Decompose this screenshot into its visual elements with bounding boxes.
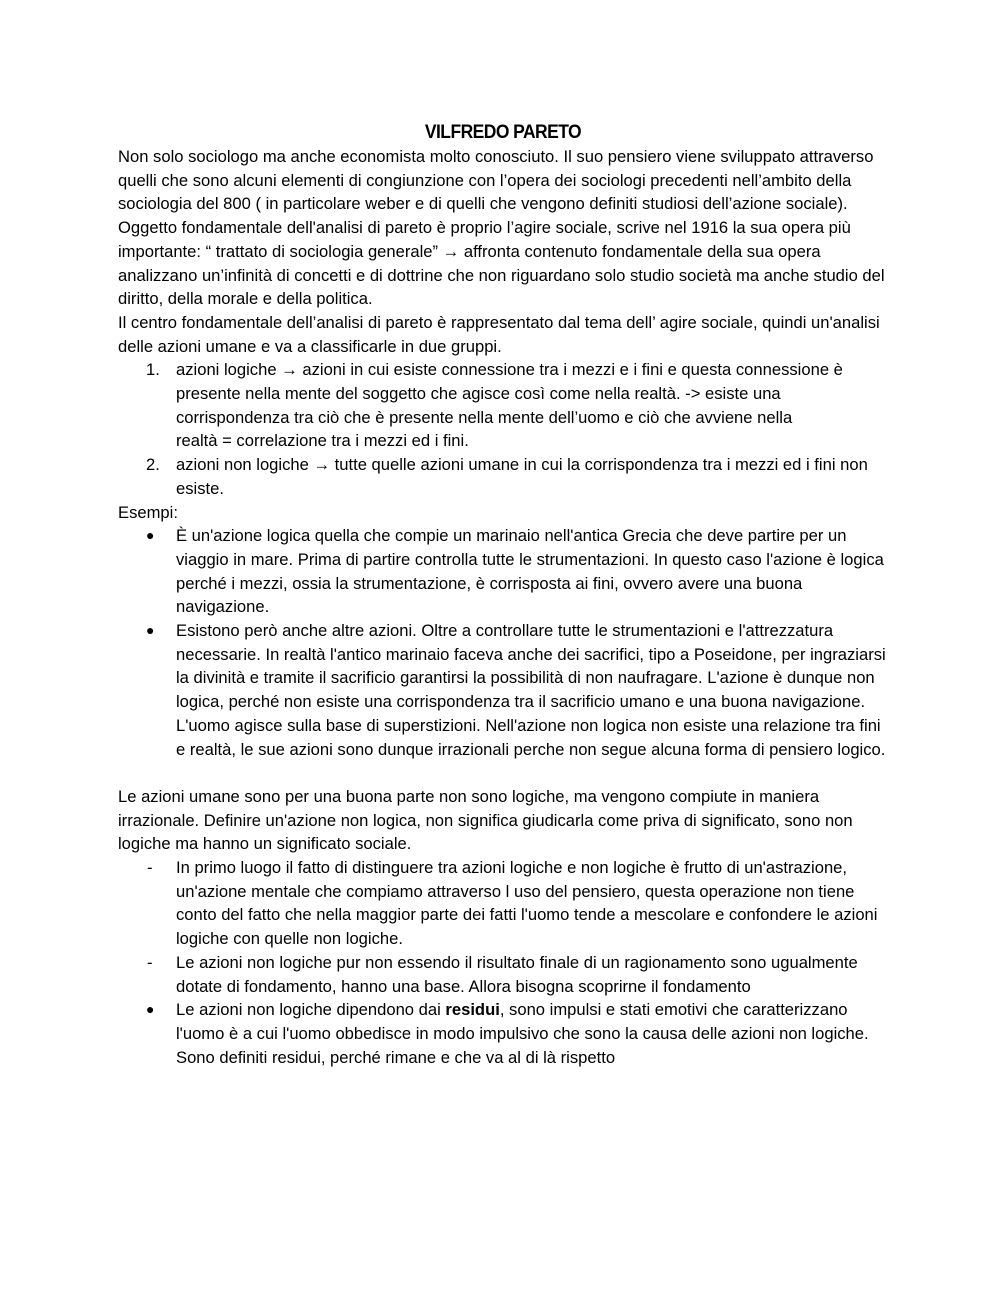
list-item-text: azioni non logiche → tutte quelle azioni umane in cui la corrispondenza tra i mezzi ed i fini non esiste. xyxy=(176,455,868,498)
list-item xyxy=(118,951,888,998)
list-item xyxy=(118,856,888,951)
paragraph-oggetto: Oggetto fondamentale dell'analisi di pareto è proprio l’agire sociale, scrive nel 1916 la sua opera più importante: “ trattato di sociologia generale” → affronta contenuto fondamentale della sua opera analizzano un’infinità di concetti e di dottrine che non riguardano solo studio società ma anche studio del diritto, della morale e della politica. xyxy=(118,218,885,309)
list-item-text-continued: realtà = correlazione tra i mezzi ed i fini. xyxy=(176,431,469,451)
examples-list xyxy=(118,524,888,761)
list-item-text-pre: Le azioni non logiche dipendono dai xyxy=(176,1000,446,1020)
list-item xyxy=(118,358,888,453)
list-marker: 1. xyxy=(146,360,160,380)
list-item xyxy=(118,524,888,619)
bold-term-residui: residui xyxy=(445,1000,500,1020)
list-item xyxy=(118,453,888,500)
list-item-text: azioni logiche → azioni in cui esiste connessione tra i mezzi e i fini e questa connessione è presente nella mente del soggetto che agisce così come nella realtà. -> esiste una corrispondenza tra ciò che è presente nella mente dell’uomo e ciò che avviene nella xyxy=(176,360,843,427)
final-list xyxy=(118,856,888,1069)
examples-label: Esempi: xyxy=(118,502,178,522)
list-item-text-post: , sono impulsi e stati emotivi che caratterizzano l'uomo è a cui l'uomo obbedisce in modo impulsivo che sono la causa delle azioni non logiche. Sono definiti residui, perché rimane e che va al di là rispetto xyxy=(176,1000,869,1067)
dash-marker: - xyxy=(147,952,153,972)
paragraph-intro: Non solo sociologo ma anche economista molto conosciuto. Il suo pensiero viene sviluppato attraverso quelli che sono alcuni elementi di congiunzione con l’opera dei sociologi precedenti nell’ambito della sociologia del 800 ( in particolare weber e di quelli che vengono definiti studiosi dell’azione sociale). xyxy=(118,147,874,214)
list-item-text: È un'azione logica quella che compie un marinaio nell'antica Grecia che deve partire per un viaggio in mare. Prima di partire controlla tutte le strumentazioni. In questo caso l'azione è logica perché i mezzi, ossia la strumentazione, è corrisposta ai fini, ovvero avere una buona navigazione. xyxy=(176,526,884,617)
bullet-marker: ● xyxy=(146,527,155,544)
bullet-marker: ● xyxy=(146,1001,155,1018)
paragraph-azioni-umane: Le azioni umane sono per una buona parte non sono logiche, ma vengono compiute in maniera irrazionale. Definire un'azione non logica, non significa giudicarla come priva di significato, sono non logiche ma hanno un significato sociale. xyxy=(118,786,853,854)
list-item-text: In primo luogo il fatto di distinguere tra azioni logiche e non logiche è frutto di un'astrazione, un'azione mentale che compiamo attraverso l uso del pensiero, questa operazione non tiene conto del fatto che nella maggior parte dei fatti l'uomo tende a mescolare e confondere le azioni logiche con quelle non logiche. xyxy=(176,858,878,949)
numbered-list xyxy=(118,358,888,500)
list-item xyxy=(118,998,888,1069)
list-marker: 2. xyxy=(146,455,160,475)
document-body xyxy=(118,121,888,1069)
list-item xyxy=(118,619,888,761)
list-item-text: Le azioni non logiche pur non essendo il risultato finale di un ragionamento sono ugualmente dotate di fondamento, hanno una base. Allora bisogna scoprirne il fondamento xyxy=(176,952,858,996)
bullet-marker: ● xyxy=(146,622,155,639)
paragraph-centro: Il centro fondamentale dell’analisi di pareto è rappresentato dal tema dell’ agire sociale, quindi un'analisi delle azioni umane e va a classificarle in due gruppi. xyxy=(118,312,880,356)
page-title: VILFREDO PARETO xyxy=(424,122,582,143)
list-item-text: Esistono però anche altre azioni. Oltre a controllare tutte le strumentazioni e l'attrezzatura necessarie. In realtà l'antico marinaio faceva anche dei sacrifici, tipo a Poseidone, per ingraziarsi la divinità e tramite il sacrificio garantirsi la possibilità di non naufragare. L'azione è dunque non logica, perché non esiste una corrispondenza tra il sacrificio umano e una buona navigazione. L'uomo agisce sulla base di superstizioni. Nell'azione non logica non esiste una relazione tra fini e realtà, le sue azioni sono dunque irrazionali perche non segue alcuna forma di pensiero logico. xyxy=(176,621,886,759)
blank-line xyxy=(118,761,888,785)
dash-marker: - xyxy=(147,858,153,878)
